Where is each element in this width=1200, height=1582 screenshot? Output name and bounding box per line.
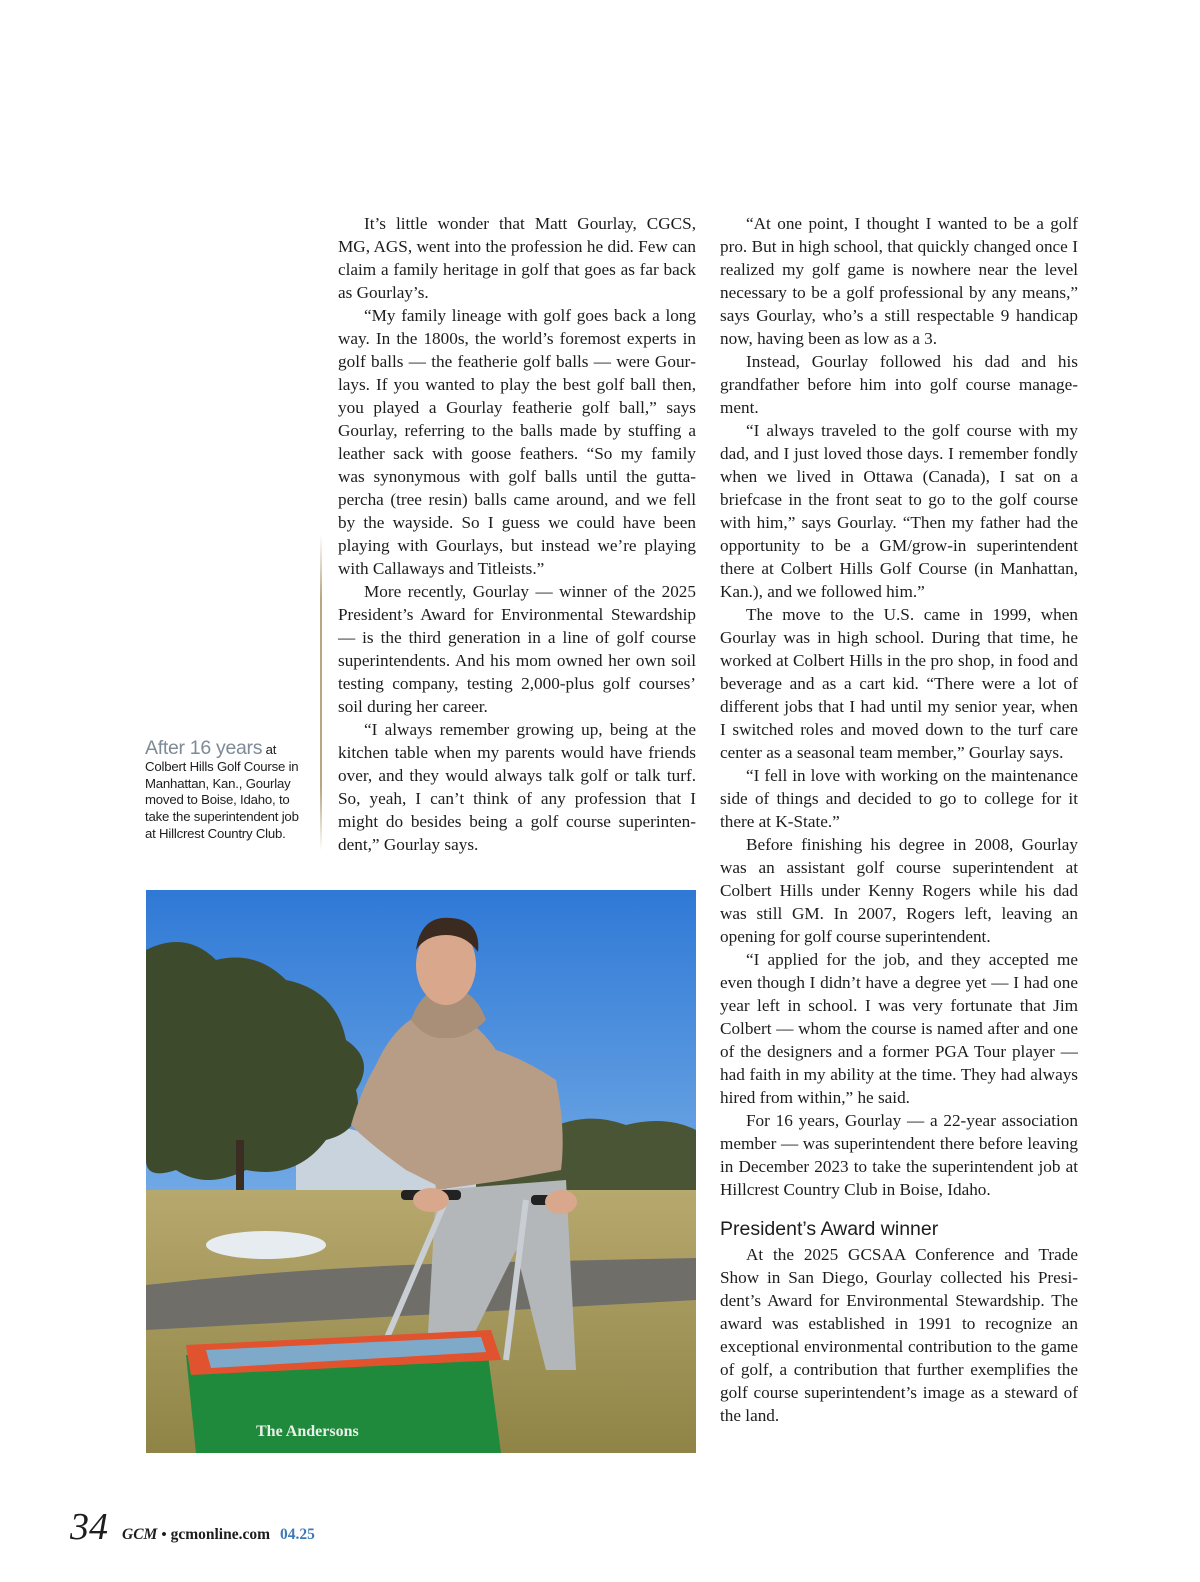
paragraph: For 16 years, Gourlay — a 22-year association member — was superintendent there before leaving in December 2023 to take the superintendent job at Hillcrest Country Club in Boise, Idaho. <box>720 1111 1078 1199</box>
paragraph: It’s little wonder that Matt Gourlay, CGCS, MG, AGS, went into the profession he did. Few can claim a family heritage in golf that goes as far back as Gourlay’s. <box>338 214 696 302</box>
caption-divider <box>320 535 322 851</box>
paragraph: “I applied for the job, and they accepted me even though I didn’t have a degree yet — I had one year left in school. I was very fortunate that Jim Colbert — whom the course is named after and one of the designers and a former PGA Tour player — had faith in my ability at the time. They had always hired from within,” he said. <box>720 950 1078 1107</box>
spreader-logo: The Andersons <box>256 1423 359 1440</box>
paragraph: At the 2025 GCSAA Conference and Trade Show in San Diego, Gourlay collected his President’s Award for Environmental Stewardship. The award was established in 1991 to recognize an exceptional environmental contribution to the game of golf, a contribution that further exemplifies the golf course superintendent’s image as a steward of the land. <box>720 1245 1078 1425</box>
paragraph: Instead, Gourlay followed his dad and his grandfather before him into golf course management. <box>720 352 1078 417</box>
article-photo <box>146 890 696 1453</box>
photo-caption <box>145 737 305 843</box>
page-footer <box>70 1505 315 1549</box>
paragraph: The move to the U.S. came in 1999, when Gourlay was in high school. During that time, he worked at Colbert Hills in the pro shop, in food and beverage and as a cart kid. “There were a lot of different jobs that I had until my senior year, when I switched roles and moved down to the turf care center as a seasonal team member,” Gourlay says. <box>720 605 1078 762</box>
paragraph: “I fell in love with working on the maintenance side of things and decided to go to college for it there at K-State.” <box>720 766 1078 831</box>
paragraph: Before finishing his degree in 2008, Gourlay was an assistant golf course superintendent at Colbert Hills under Kenny Rogers while his dad was still GM. In 2007, Rogers left, leaving an opening for golf course superintendent. <box>720 835 1078 946</box>
paragraph: More recently, Gourlay — winner of the 2025 President’s Award for Environmental Stewardship — is the third generation in a line of golf course superintendents. And his mom owned her own soil testing company, testing 2,000-plus golf courses’ soil during her career. <box>338 582 696 716</box>
footer-separator: • <box>161 1527 167 1543</box>
article-column-right <box>720 212 1078 1427</box>
photo-illustration <box>146 890 696 1453</box>
issue-date: 04.25 <box>280 1526 315 1543</box>
site-url: gcmonline.com <box>170 1526 271 1543</box>
article-column-middle <box>338 212 696 856</box>
magazine-name: GCM <box>122 1526 158 1543</box>
caption-lead: After 16 years <box>145 737 263 759</box>
paragraph: “My family lineage with golf goes back a long way. In the 1800s, the world’s foremost experts in golf balls — the featherie golf balls — were Gourlays. If you wanted to play the best golf ball then, you played a Gourlay featherie golf ball,” says Gourlay, referring to the balls made by stuffing a leather sack with goose feathers. “So my family was synonymous with golf balls until the gutta-percha (tree resin) balls came around, and we fell by the wayside. So I guess we could have been playing with Gourlays, but instead we’re playing with Callaways and Titleists.” <box>338 306 696 578</box>
paragraph: “I always remember growing up, being at the kitchen table when my parents would have friends over, and they would always talk golf or talk turf. So, yeah, I can’t think of any profession that I might do besides being a golf course superintendent,” Gourlay says. <box>338 720 696 854</box>
page-number: 34 <box>70 1506 108 1548</box>
paragraph: “At one point, I thought I wanted to be a golf pro. But in high school, that quickly changed once I realized my golf game is nowhere near the level necessary to be a golf professional by any means,” says Gourlay, who’s a still respectable 9 handicap now, having been as low as a 3. <box>720 214 1078 348</box>
caption-text: at Colbert Hills Golf Course in Manhattan, Kan., Gourlay moved to Boise, Idaho, to take the superintendent job at Hillcrest Country Club. <box>145 742 299 841</box>
paragraph: “I always traveled to the golf course with my dad, and I just loved those days. I remember fondly when we lived in Ottawa (Canada), I sat on a briefcase in the front seat to go to the golf course with him,” says Gourlay. “Then my father had the opportunity to be a GM/grow-in superintendent there at Colbert Hills Golf Course (in Manhattan, Kan.), and we followed him.” <box>720 421 1078 601</box>
section-subhead: President’s Award winner <box>720 1218 939 1240</box>
